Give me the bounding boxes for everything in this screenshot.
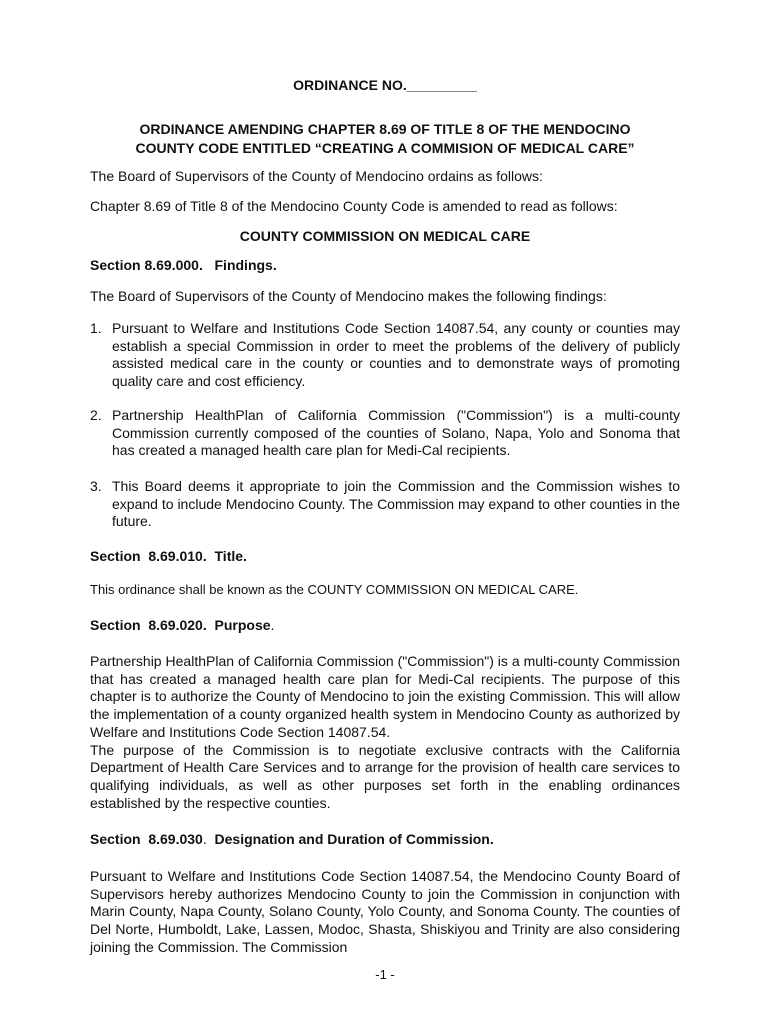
finding-number: 1. xyxy=(90,320,102,336)
section-020-heading-text: Section 8.69.020. Purpose xyxy=(90,617,271,633)
ordinance-number: ORDINANCE NO._________ xyxy=(293,77,477,93)
section-020-heading-period: . xyxy=(270,617,275,633)
section-020-paragraph-1: Partnership HealthPlan of California Commission ("Commission") is a multi-county Commission that has created a managed health care plan for Medi-Cal recipients. The purpose of this chapter is to authorize the County of Mendocino to join the existing Commission. This will allow the implementation of a county organized health system in Mendocino County as authorized by Welfare and Institutions Code Section 14087.54. xyxy=(90,653,680,740)
section-030-heading xyxy=(90,830,494,849)
finding-number: 3. xyxy=(90,478,102,494)
section-000-heading: Section 8.69.000. Findings. xyxy=(90,257,277,273)
ordinance-title-line-2: COUNTY CODE ENTITLED “CREATING A COMMISION OF MEDICAL CARE” xyxy=(135,140,635,156)
section-000-intro: The Board of Supervisors of the County of Mendocino makes the following findings: xyxy=(90,288,607,304)
section-030-heading-number: Section 8.69.030 xyxy=(90,831,203,847)
section-030-heading-separator: . xyxy=(202,831,215,847)
finding-item xyxy=(90,407,680,460)
section-010-text: This ordinance shall be known as the COUNTY COMMISSION ON MEDICAL CARE. xyxy=(90,582,579,597)
intro-ordains: The Board of Supervisors of the County of Mendocino ordains as follows: xyxy=(90,168,543,184)
section-020-heading xyxy=(90,616,274,635)
finding-text: This Board deems it appropriate to join the Commission and the Commission wishes to expand to include Mendocino County. The Commission may expand to other counties in the future. xyxy=(112,478,680,529)
finding-text: Partnership HealthPlan of California Commission ("Commission") is a multi-county Commission currently composed of the counties of Solano, Napa, Yolo and Sonoma that has created a managed health care plan for Medi-Cal recipients. xyxy=(112,407,680,458)
finding-text: Pursuant to Welfare and Institutions Code Section 14087.54, any county or counties may establish a special Commission in order to meet the problems of the delivery of publicly assisted medical care in the county or counties and to demonstrate ways of promoting quality care and cost efficiency. xyxy=(112,320,680,389)
section-020-paragraph-2: The purpose of the Commission is to negotiate exclusive contracts with the California Department of Health Care Services and to arrange for the provision of health care services to qualifying individuals, as well as other purposes set forth in the enabling ordinances established by the respective counties. xyxy=(90,741,680,811)
finding-item xyxy=(90,478,680,531)
page-number: -1 - xyxy=(375,967,395,982)
finding-item xyxy=(90,320,680,390)
finding-number: 2. xyxy=(90,407,102,423)
chapter-heading: COUNTY COMMISSION ON MEDICAL CARE xyxy=(239,228,531,244)
section-020-body xyxy=(90,653,680,812)
section-010-heading: Section 8.69.010. Title. xyxy=(90,548,247,564)
ordinance-title xyxy=(80,120,690,158)
ordinance-title-line-1: ORDINANCE AMENDING CHAPTER 8.69 OF TITLE 8 OF THE MENDOCINO xyxy=(139,121,631,137)
section-030-heading-title: Designation and Duration of Commission. xyxy=(214,831,494,847)
section-030-paragraph: Pursuant to Welfare and Institutions Code Section 14087.54, the Mendocino County Board of Supervisors hereby authorizes Mendocino County to join the Commission in conjunction with Marin County, Napa County, Solano County, Yolo County, and Sonoma County. The counties of Del Norte, Humboldt, Lake, Lassen, Modoc, Shasta, Shiskiyou and Trinity are also considering joining the Commission. The Commission xyxy=(90,868,680,955)
intro-amended: Chapter 8.69 of Title 8 of the Mendocino County Code is amended to read as follows: xyxy=(90,198,618,214)
